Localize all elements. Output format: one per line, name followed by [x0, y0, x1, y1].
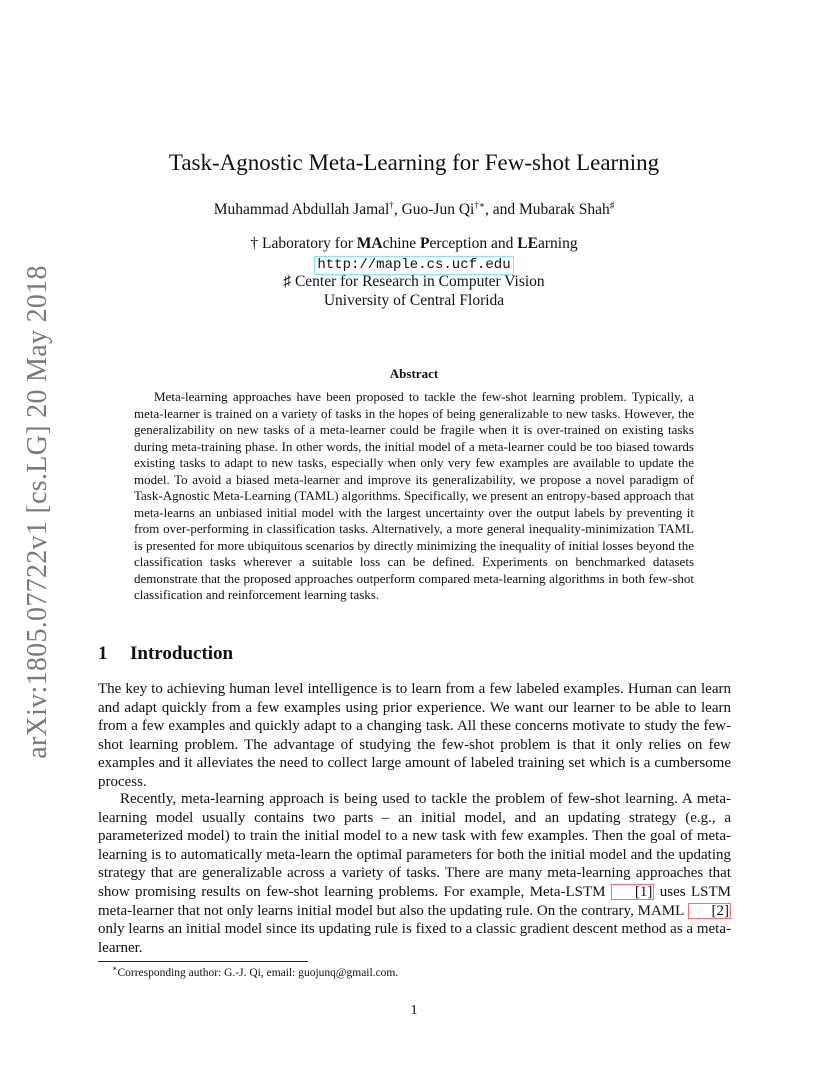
lab-prefix: † Laboratory for: [250, 235, 357, 252]
paper-title: Task-Agnostic Meta-Learning for Few-shot Learning: [168, 150, 660, 175]
section-number: 1: [98, 643, 108, 664]
section-heading: [98, 643, 233, 665]
author-2: , Guo-Jun Qi: [393, 201, 475, 219]
intro-p2-part-c: only learns an initial model since its updating rule is fixed to a classic gradient descent method as a meta-learner.: [98, 921, 731, 956]
author-3: , and Mubarak Shah: [484, 201, 610, 219]
university: University of Central Florida: [323, 292, 505, 309]
lab-rest-2: erception and: [429, 235, 518, 252]
citation-link-1[interactable]: [1]: [611, 884, 655, 900]
url-line: [0, 255, 828, 275]
citation-link-2[interactable]: [2]: [688, 903, 732, 919]
center-affiliation: ♯ Center for Research in Computer Vision: [283, 273, 545, 290]
author-1-mark: †: [389, 200, 394, 210]
lab-rest-3: arning: [537, 235, 578, 252]
intro-paragraph-2: [98, 790, 731, 957]
abstract-heading: Abstract: [389, 366, 439, 381]
author-list: [0, 200, 828, 219]
footnote-text: Corresponding author: G.-J. Qi, email: guojunq@gmail.com.: [117, 966, 399, 979]
intro-p2-part-b: uses LSTM meta-learner that not only learns initial model but also the updating rule. On the contrary, MAML: [98, 883, 732, 919]
page-number: 1: [410, 1003, 418, 1018]
author-1: Muhammad Abdullah Jamal: [213, 201, 390, 219]
author-3-mark: ♯: [609, 200, 615, 210]
lab-url-link[interactable]: http://maple.cs.ucf.edu: [314, 256, 513, 275]
abstract-text: Meta-learning approaches have been proposed to tackle the few-shot learning problem. Typically, a meta-learner is trained on a variety of tasks in the hopes of being generalizable to new tasks. However, the generalizability on new tasks of a meta-learner could be fragile when it is over-trained on existing tasks during meta-training phase. In other words, the initial model of a meta-learner could be too biased towards existing tasks to adapt to new tasks, especially when only very few examples are available to update the model. To avoid a biased meta-learner and improve its generalizability, we propose a novel paradigm of Task-Agnostic Meta-Learning (TAML) algorithms. Specifically, we present an entropy-based approach that meta-learns an unbiased initial model with the largest uncertainty over the output labels by preventing it from over-performing in classification tasks. Alternatively, a more general inequality-minimization TAML is presented for more ubiquitous scenarios by directly minimizing the inequality of initial losses beyond the classification tasks wherever a suitable loss can be defined. Experiments on benchmarked datasets demonstrate that the proposed approaches outperform compared meta-learning algorithms in both few-shot classification and reinforcement learning tasks.: [134, 389, 694, 602]
lab-bold-1: MA: [356, 235, 383, 252]
author-2-mark: †∗: [474, 200, 485, 210]
footnote-mark: ∗: [112, 964, 118, 973]
intro-paragraph-1: The key to achieving human level intelligence is to learn from a few labeled examples. Human can learn and adapt quickly from a few examples using prior experience. We want our learner to be able to learn from a few examples and quickly adapt to a changing task. All these concerns motivate to study the few-shot learning problem. The advantage of studying the few-shot problem is that it only relies on few examples and it alleviates the need to collect large amount of labeled training set which is a cumbersome process.: [98, 681, 731, 790]
lab-rest-1: chine: [382, 235, 421, 252]
intro-p2-part-a: Recently, meta-learning approach is being used to tackle the problem of few-shot learning. A meta-learning model usually contains two parts – an initial model, and an updating strategy (e.g., a parameterized model) to train the initial model to a new task with few examples. Then the goal of meta-learning is to automatically meta-learn the optimal parameters for both the initial model and the updating strategy that are generalizable across a variety of tasks. There are many meta-learning approaches that show promising results on few-shot learning problems. For example, Meta-LSTM: [98, 791, 731, 900]
footnote: [112, 964, 398, 979]
lab-bold-3: LE: [517, 235, 538, 252]
section-title: Introduction: [130, 643, 234, 664]
arxiv-watermark: arXiv:1805.07722v1 [cs.LG] 20 May 2018: [22, 265, 53, 759]
lab-bold-2: P: [420, 235, 430, 252]
lab-affiliation: [0, 235, 828, 253]
footnote-rule: [98, 961, 308, 962]
